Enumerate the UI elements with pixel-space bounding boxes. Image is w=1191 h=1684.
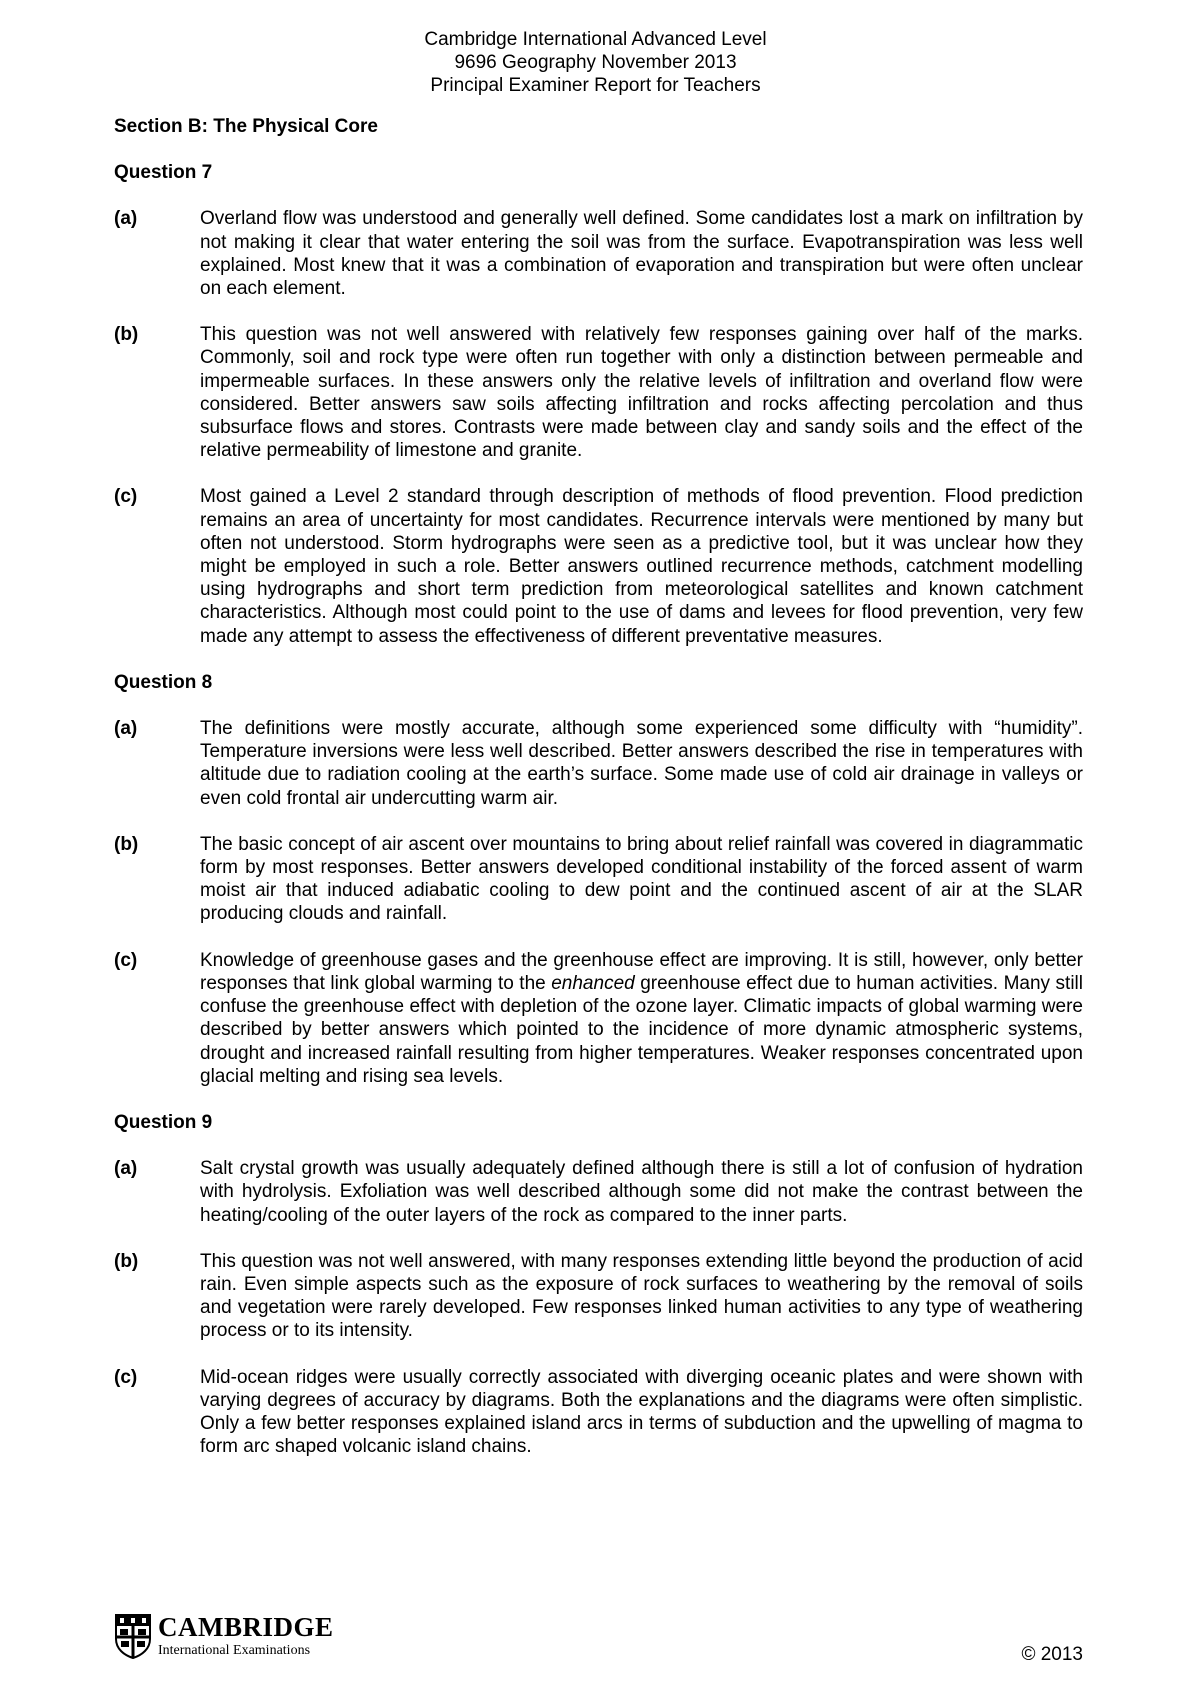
part-text-before: Knowledge of greenhouse gases and the greenhouse effect are improving. It is still, however, only better responses that link global warming to the (200, 949, 1083, 994)
part-text: This question was not well answered, with many responses extending little beyond the production of acid rain. Even simple aspects such as the exposure of rock surfaces to weathering by the removal of soils and vegetation were rarely developed. Few responses linked human activities to any type of weathering process or to its intensity. (200, 1250, 1083, 1342)
part-text (200, 949, 1083, 1088)
question-7-title: Question 7 (114, 162, 213, 184)
part-text: Salt crystal growth was usually adequately defined although there is still a lot of confusion of hydration with hydrolysis. Exfoliation was well described although some did not make the contrast between the heating/cooling of the outer layers of the rock as compared to the inner parts. (200, 1158, 1083, 1226)
question-9-part-b (114, 1250, 1083, 1343)
university-crest-icon (114, 1613, 152, 1659)
cambridge-logo (114, 1613, 334, 1659)
header-line-3: Principal Examiner Report for Teachers (430, 75, 761, 96)
part-label: (c) (114, 949, 138, 971)
part-text: The definitions were mostly accurate, although some experienced some difficulty with “humidity”. Temperature inversions were less well described. Better answers described the rise in temperatures with altitude due to radiation cooling at the earth’s surface. Some made use of cold air drainage in valleys or even cold frontal air undercutting warm air. (200, 718, 1083, 809)
header-line-1: Cambridge International Advanced Level (424, 29, 767, 50)
section-title: Section B: The Physical Core (114, 116, 378, 137)
part-label: (b) (114, 1250, 139, 1272)
page-header (0, 28, 1191, 97)
part-label: (a) (114, 208, 138, 230)
part-label: (b) (114, 324, 139, 346)
logo-wordmark: CAMBRIDGE (158, 1612, 334, 1642)
question-7-part-c (114, 485, 1083, 647)
part-text: Mid-ocean ridges were usually correctly associated with diverging oceanic plates and were shown with varying degrees of accuracy by diagrams. Both the explanations and the diagrams were often simplistic. Only a few better responses explained island arcs in terms of subduction and the upwelling of magma to form arc shaped volcanic island chains. (200, 1366, 1083, 1458)
part-label: (a) (114, 1158, 138, 1180)
question-9-part-a (114, 1157, 1083, 1227)
report-body (114, 115, 1083, 1481)
part-label: (c) (114, 486, 138, 508)
question-8-part-b (114, 833, 1083, 926)
question-8-part-a (114, 717, 1083, 810)
question-7-part-a (114, 207, 1083, 300)
question-8-title: Question 8 (114, 671, 213, 693)
part-text: Overland flow was understood and generally well defined. Some candidates lost a mark on infiltration by not making it clear that water entering the soil was from the surface. Evapotranspiration was less well explained. Most knew that it was a combination of evaporation and transpiration but were often unclear on each element. (200, 208, 1083, 300)
part-label: (c) (114, 1366, 138, 1388)
logo-subtitle: International Examinations (158, 1643, 311, 1658)
copyright-notice: © 2013 (1021, 1644, 1083, 1665)
question-7-part-b (114, 323, 1083, 462)
part-label: (a) (114, 718, 138, 740)
question-8-part-c (114, 949, 1083, 1088)
part-label: (b) (114, 833, 139, 855)
part-text: This question was not well answered with relatively few responses gaining over half of the marks. Commonly, soil and rock type were often run together with only a distinction between permeable and impermeable surfaces. In these answers only the relative levels of infiltration and overland flow were considered. Better answers saw soils affecting infiltration and rocks affecting percolation and thus subsurface flows and stores. Contrasts were made between clay and sandy soils and the effect of the relative permeability of limestone and granite. (200, 324, 1083, 462)
header-line-2: 9696 Geography November 2013 (454, 52, 737, 73)
part-text: Most gained a Level 2 standard through description of methods of flood prevention. Flood prediction remains an area of uncertainty for most candidates. Recurrence intervals were mentioned by many but often not understood. Storm hydrographs were seen as a predictive tool, but it was unclear how they might be employed in such a role. Better answers outlined recurrence methods, catchment modelling using hydrographs and short term prediction from meteorological satellites and known catchment characteristics. Although most could point to the use of dams and levees for flood prevention, very few made any attempt to assess the effectiveness of different preventative measures. (200, 486, 1083, 647)
question-9-part-c (114, 1366, 1083, 1459)
part-text: The basic concept of air ascent over mountains to bring about relief rainfall was covered in diagrammatic form by most responses. Better answers developed conditional instability of the forced assent of warm moist air that induced adiabatic cooling to dew point and the continued ascent of air at the SLAR producing clouds and rainfall. (200, 833, 1083, 925)
part-text-after: greenhouse effect due to human activities. Many still confuse the greenhouse effect with depletion of the ozone layer. Climatic impacts of global warming were described by better answers which pointed to the incidence of more dynamic atmospheric systems, drought and increased rainfall resulting from higher temperatures. Weaker responses concentrated upon glacial melting and rising sea levels. (200, 972, 1083, 1087)
question-9-title: Question 9 (114, 1111, 213, 1133)
part-text-emphasis: enhanced (551, 972, 635, 994)
